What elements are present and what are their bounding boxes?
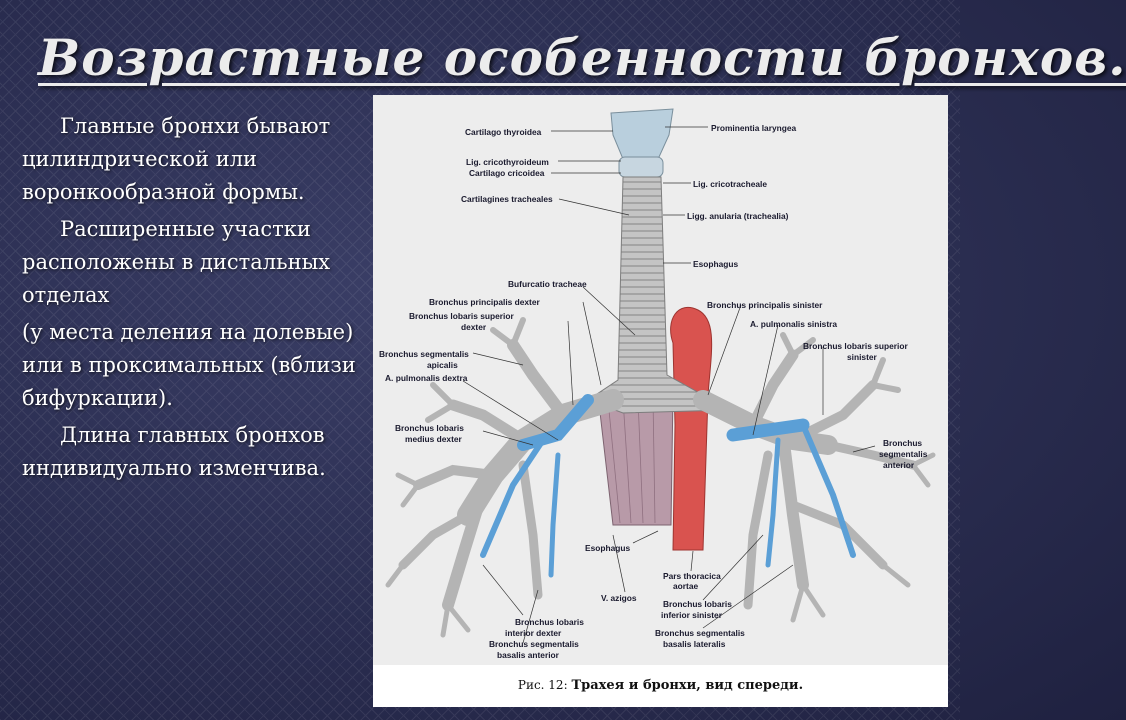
anatomy-figure (373, 95, 948, 707)
right-bronchial-tree (388, 320, 613, 635)
label-bronchus-segmentalis-basalis-lateralis: Bronchus segmentalis (655, 628, 745, 638)
label-bronchus-lobaris-medius-dexter: Bronchus lobaris (395, 423, 464, 433)
label-esophagus-top: Esophagus (693, 259, 739, 269)
cricoid-cartilage-shape (619, 157, 663, 177)
label-bronchus-lobaris-interior-dexter: Bronchus lobaris (515, 617, 584, 627)
label-bronchus-segmentalis-anterior: Bronchus (883, 438, 923, 448)
label-ligg-anularia: Ligg. anularia (trachealia) (687, 211, 789, 221)
label-lig-cricothyroideum: Lig. cricothyroideum (466, 157, 549, 167)
label-bronchus-lobaris-inferior-sinister: Bronchus lobaris (663, 599, 732, 609)
label-bronchus-lobaris-inferior-sinister-2: inferior sinister (661, 610, 722, 620)
label-cartilago-thyroidea: Cartilago thyroidea (465, 127, 542, 137)
trachea-bronchi-illustration (373, 95, 948, 665)
label-cartilagines-tracheales: Cartilagines tracheales (461, 194, 553, 204)
label-a-pulmonalis-sinistra: A. pulmonalis sinistra (750, 319, 838, 329)
thyroid-cartilage-shape (611, 109, 673, 159)
label-bronchus-principalis-sinister: Bronchus principalis sinister (707, 300, 823, 310)
label-bronchus-segmentalis-basalis-lateralis-2: basalis lateralis (663, 639, 726, 649)
label-cartilago-cricoidea: Cartilago cricoidea (469, 168, 545, 178)
paragraph-bronchi-shape: Главные бронхи бывают цилиндрической или воронкообразной формы. (22, 114, 331, 204)
label-esophagus-bottom: Esophagus (585, 543, 631, 553)
label-pars-thoracica-aortae: Pars thoracica (663, 571, 721, 581)
caption-title: Трахея и бронхи, вид спереди. (571, 678, 804, 693)
label-bronchus-lobaris-interior-dexter-2: interior dexter (505, 628, 562, 638)
label-bronchus-segmentalis-basalis-anterior-2: basalis anterior (497, 650, 559, 660)
label-bronchus-segmentalis-apicalis: Bronchus segmentalis (379, 349, 469, 359)
figure-caption (373, 665, 948, 707)
label-prominentia-laryngea: Prominentia laryngea (711, 123, 797, 133)
label-bronchus-principalis-dexter: Bronchus principalis dexter (429, 297, 540, 307)
label-lig-cricotracheale: Lig. cricotracheale (693, 179, 768, 189)
label-bronchus-lobaris-superior-dexter: Bronchus lobaris superior (409, 311, 514, 321)
slide-title: Возрастные особенности бронхов. (38, 28, 1126, 87)
label-bronchus-segmentalis-apicalis-2: apicalis (427, 360, 458, 370)
paragraph-expanded-areas: Расширенные участки расположены в дистальных отделах (22, 217, 331, 307)
label-bronchus-lobaris-medius-dexter-2: medius dexter (405, 434, 462, 444)
label-bronchus-segmentalis-basalis-anterior: Bronchus segmentalis (489, 639, 579, 649)
label-bifurcatio-tracheae: Bufurcatio tracheae (508, 279, 587, 289)
caption-prefix: Рис. 12: (517, 678, 568, 692)
left-bronchial-tree (703, 335, 933, 620)
label-pars-thoracica-aortae-2: aortae (673, 581, 699, 591)
paragraph-location: (у места деления на долевые) или в проксимальных (вблизи бифуркации). (22, 320, 356, 410)
paragraph-length: Длина главных бронхов индивидуально изменчива. (22, 423, 326, 480)
label-bronchus-segmentalis-anterior-3: anterior (883, 460, 915, 470)
aorta-shape (671, 307, 712, 550)
label-bronchus-lobaris-superior-sinister: Bronchus lobaris superior (803, 341, 908, 351)
label-bronchus-lobaris-superior-sinister-2: sinister (847, 352, 877, 362)
label-v-azigos: V. azigos (601, 593, 637, 603)
label-bronchus-segmentalis-anterior-2: segmentalis (879, 449, 928, 459)
label-a-pulmonalis-dextra: A. pulmonalis dextra (385, 373, 468, 383)
label-bronchus-lobaris-superior-dexter-2: dexter (461, 322, 487, 332)
slide-body-text (22, 110, 367, 485)
